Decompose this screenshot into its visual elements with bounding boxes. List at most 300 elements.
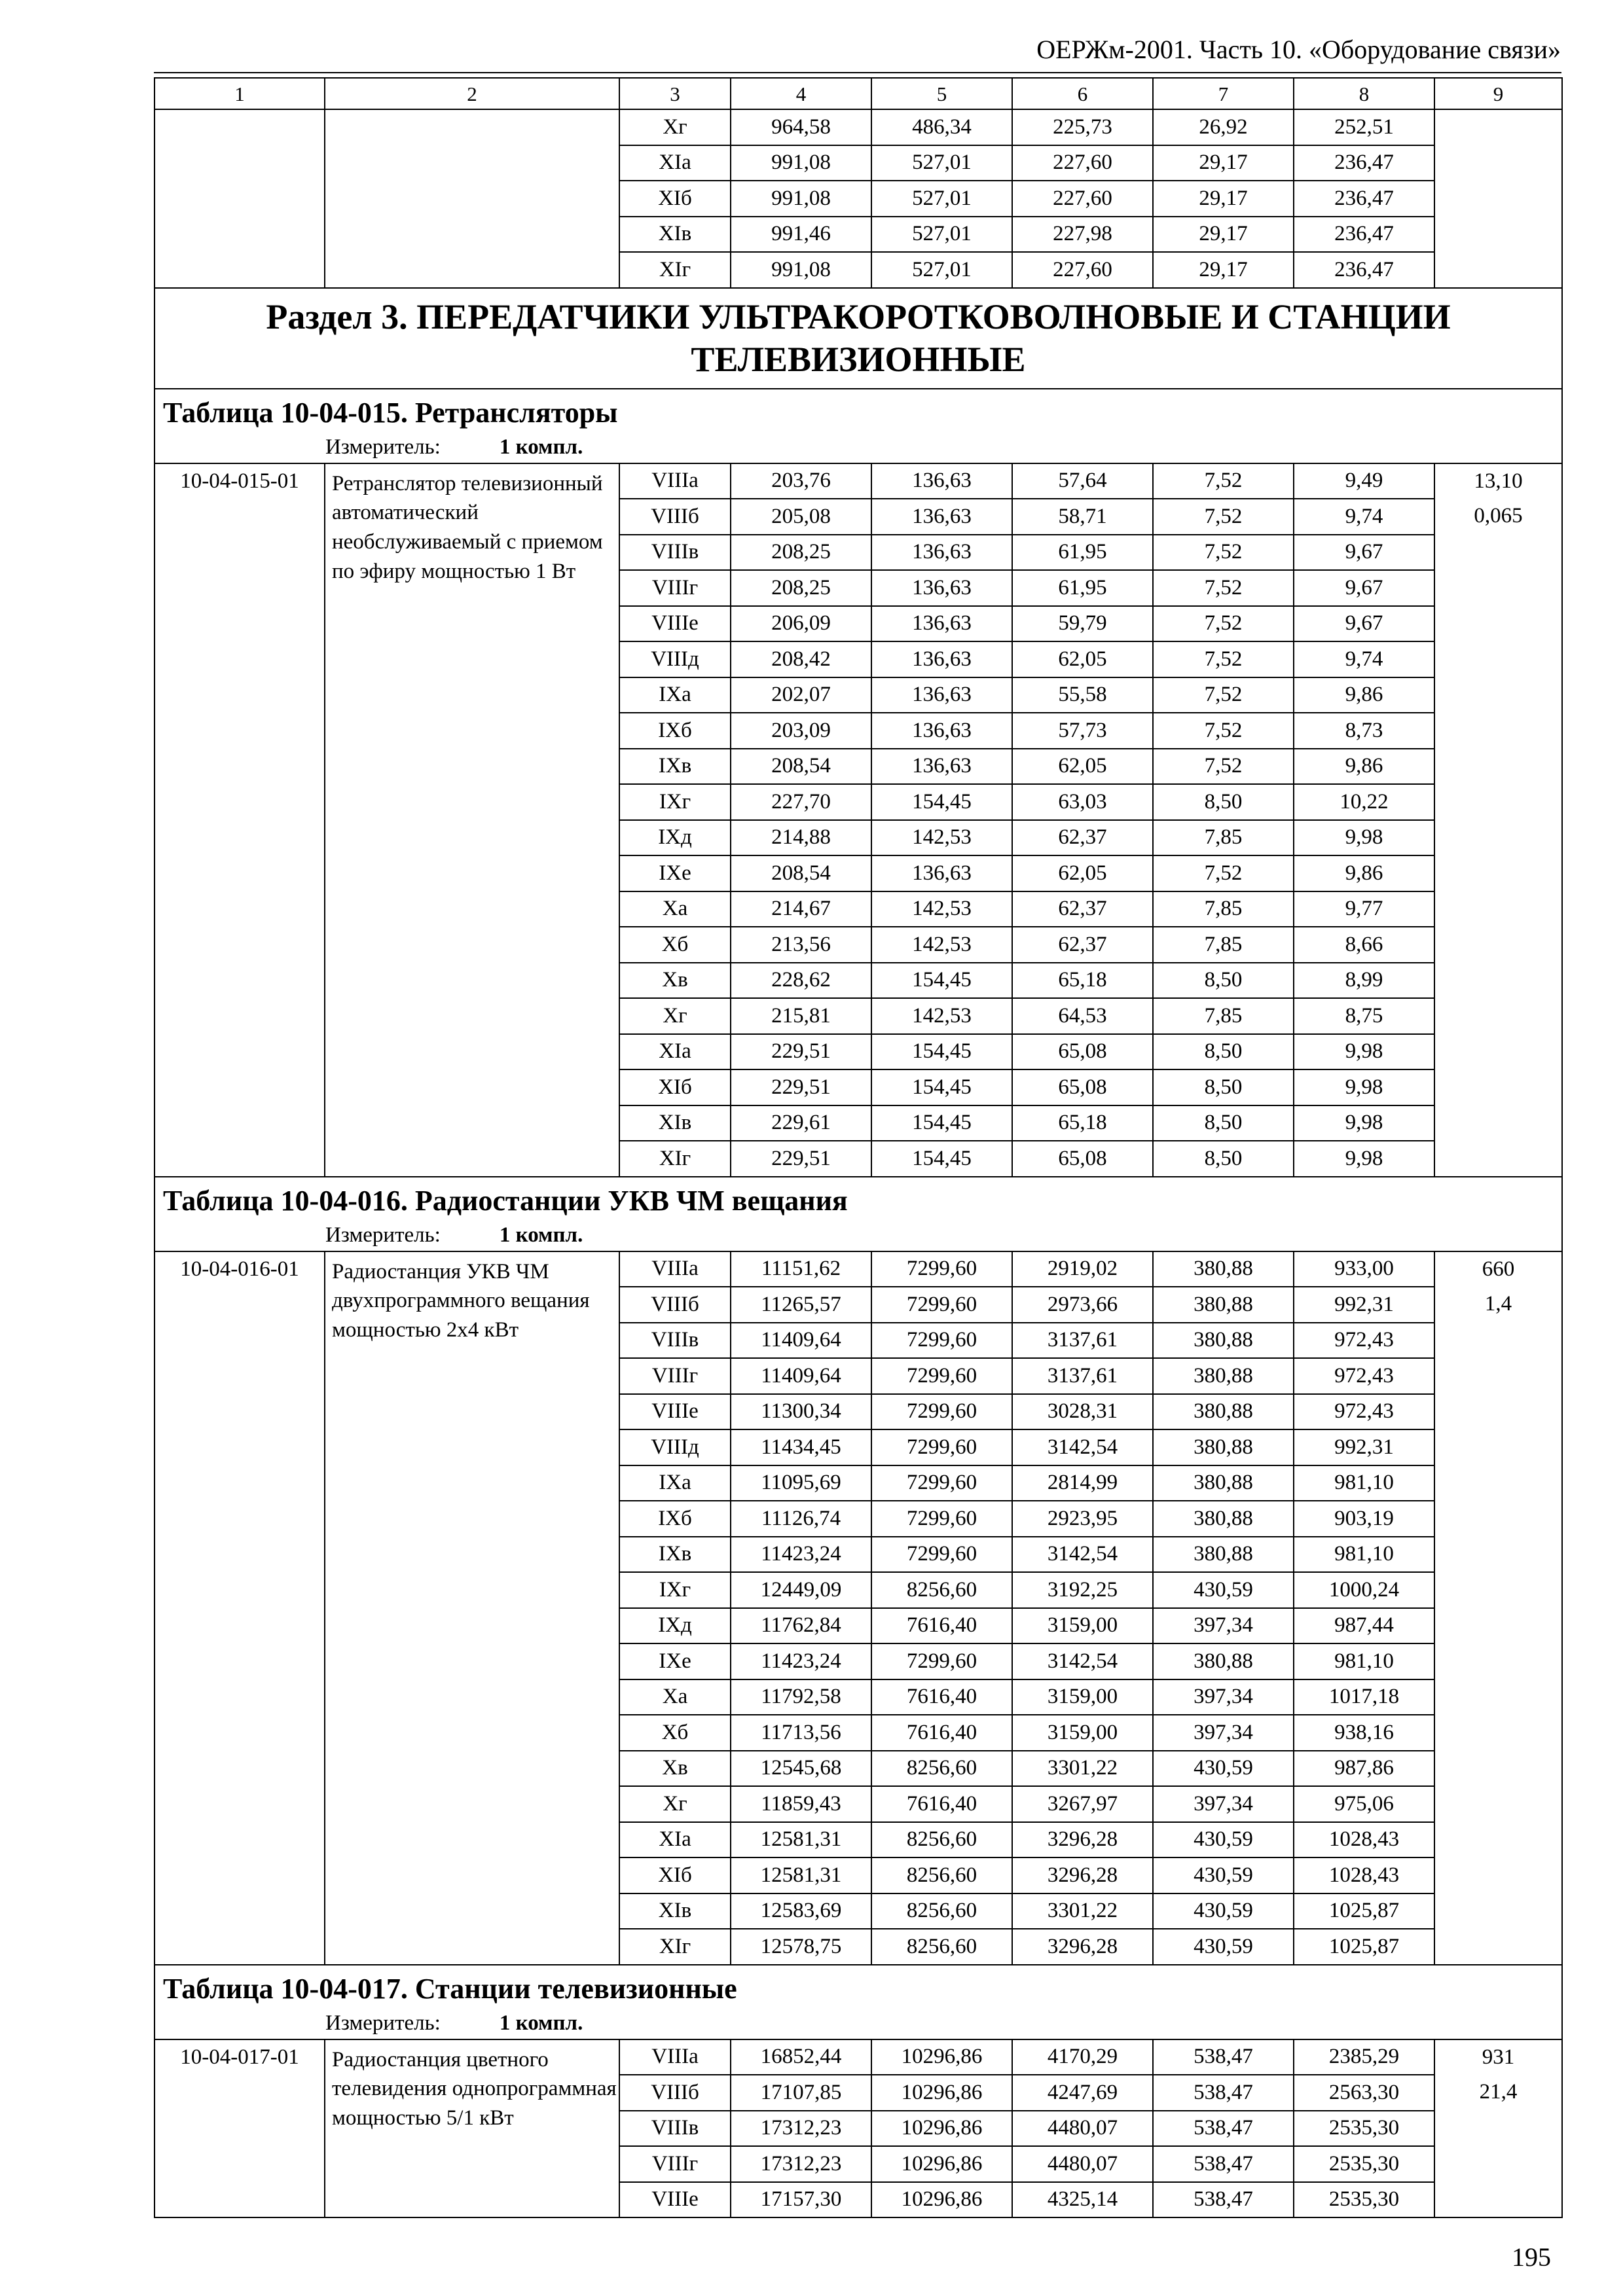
value-col8: 9,77 — [1294, 891, 1434, 927]
value-col8: 992,31 — [1294, 1429, 1434, 1465]
column-number: 4 — [731, 78, 871, 109]
column-number: 9 — [1434, 78, 1562, 109]
value-col6: 4480,07 — [1012, 2146, 1153, 2182]
region-cell: IXб — [619, 713, 731, 749]
value-col7: 8,50 — [1153, 1105, 1294, 1141]
value-col5: 136,63 — [871, 677, 1012, 713]
value-col7: 430,59 — [1153, 1822, 1294, 1858]
column-number: 1 — [155, 78, 325, 109]
value-col8: 972,43 — [1294, 1323, 1434, 1359]
value-col8: 9,98 — [1294, 1105, 1434, 1141]
value-col6: 4480,07 — [1012, 2111, 1153, 2147]
value-col8: 987,44 — [1294, 1608, 1434, 1644]
region-cell: XIв — [619, 1893, 731, 1929]
value-col8: 9,86 — [1294, 749, 1434, 785]
region-cell: Xа — [619, 891, 731, 927]
value-col8: 236,47 — [1294, 217, 1434, 253]
value-col5: 7299,60 — [871, 1394, 1012, 1430]
value-col8: 9,67 — [1294, 606, 1434, 642]
region-cell: VIIIа — [619, 2039, 731, 2075]
region-cell: VIIIб — [619, 2075, 731, 2111]
value-col8: 236,47 — [1294, 145, 1434, 181]
table-row — [155, 109, 1562, 145]
measure-cell — [155, 1221, 1562, 1251]
value-col4: 206,09 — [731, 606, 871, 642]
value-col8: 2535,30 — [1294, 2146, 1434, 2182]
region-cell: Xг — [619, 998, 731, 1034]
value-col4: 229,51 — [731, 1141, 871, 1177]
value-col6: 62,05 — [1012, 855, 1153, 891]
value-col4: 964,58 — [731, 109, 871, 145]
region-cell: VIIIв — [619, 1323, 731, 1359]
extra-value: 21,4 — [1479, 2079, 1518, 2104]
value-col4: 208,42 — [731, 641, 871, 677]
value-col8: 1000,24 — [1294, 1572, 1434, 1608]
column-number-row — [155, 78, 1562, 109]
value-col4: 17312,23 — [731, 2146, 871, 2182]
column-number: 8 — [1294, 78, 1434, 109]
value-col4: 208,25 — [731, 535, 871, 571]
value-col5: 136,63 — [871, 606, 1012, 642]
region-cell: IXб — [619, 1501, 731, 1537]
value-col5: 10296,86 — [871, 2039, 1012, 2075]
value-col8: 981,10 — [1294, 1465, 1434, 1501]
table-title: Таблица 10-04-015. Ретрансляторы — [155, 389, 1562, 433]
column-number: 2 — [325, 78, 619, 109]
value-col7: 380,88 — [1153, 1501, 1294, 1537]
value-col8: 1025,87 — [1294, 1893, 1434, 1929]
extra-value: 1,4 — [1484, 1291, 1512, 1316]
value-col4: 12581,31 — [731, 1857, 871, 1893]
value-col4: 991,46 — [731, 217, 871, 253]
value-col8: 938,16 — [1294, 1715, 1434, 1751]
value-col7: 430,59 — [1153, 1929, 1294, 1965]
value-col4: 202,07 — [731, 677, 871, 713]
value-col7: 26,92 — [1153, 109, 1294, 145]
value-col4: 11300,34 — [731, 1394, 871, 1430]
value-col8: 9,98 — [1294, 820, 1434, 856]
region-cell: XIв — [619, 1105, 731, 1141]
value-col5: 527,01 — [871, 181, 1012, 217]
value-col8: 1025,87 — [1294, 1929, 1434, 1965]
value-col4: 208,25 — [731, 570, 871, 606]
value-col5: 10296,86 — [871, 2146, 1012, 2182]
region-cell: IXе — [619, 1643, 731, 1679]
extra-value: 660 — [1482, 1257, 1515, 1281]
region-cell: XIа — [619, 145, 731, 181]
value-col6: 3142,54 — [1012, 1537, 1153, 1573]
value-col6: 65,08 — [1012, 1069, 1153, 1105]
region-cell: Xв — [619, 963, 731, 999]
value-col7: 538,47 — [1153, 2146, 1294, 2182]
value-col5: 136,63 — [871, 499, 1012, 535]
value-col8: 9,98 — [1294, 1141, 1434, 1177]
value-col6: 3159,00 — [1012, 1715, 1153, 1751]
value-col8: 8,66 — [1294, 927, 1434, 963]
value-col5: 8256,60 — [871, 1751, 1012, 1787]
measure-row — [155, 2009, 1562, 2039]
value-col5: 527,01 — [871, 252, 1012, 288]
value-col5: 10296,86 — [871, 2182, 1012, 2218]
region-cell: IXг — [619, 784, 731, 820]
value-col6: 62,37 — [1012, 927, 1153, 963]
value-col7: 380,88 — [1153, 1643, 1294, 1679]
region-cell: VIIIб — [619, 499, 731, 535]
value-col4: 12583,69 — [731, 1893, 871, 1929]
extra-value: 13,10 — [1474, 469, 1523, 493]
value-col6: 3267,97 — [1012, 1786, 1153, 1822]
value-col8: 933,00 — [1294, 1251, 1434, 1287]
value-col7: 397,34 — [1153, 1715, 1294, 1751]
value-col4: 11265,57 — [731, 1287, 871, 1323]
value-col5: 7299,60 — [871, 1358, 1012, 1394]
value-col5: 136,63 — [871, 855, 1012, 891]
region-cell: VIIIд — [619, 1429, 731, 1465]
value-col4: 11792,58 — [731, 1679, 871, 1715]
value-col6: 58,71 — [1012, 499, 1153, 535]
value-col4: 11434,45 — [731, 1429, 871, 1465]
region-cell: VIIIг — [619, 1358, 731, 1394]
extra-values-cell — [1434, 1251, 1562, 1965]
region-cell: VIIIе — [619, 1394, 731, 1430]
measure-row — [155, 433, 1562, 463]
value-col6: 3301,22 — [1012, 1751, 1153, 1787]
value-col8: 9,86 — [1294, 855, 1434, 891]
value-col7: 8,50 — [1153, 1141, 1294, 1177]
value-col8: 236,47 — [1294, 181, 1434, 217]
value-col5: 7299,60 — [871, 1643, 1012, 1679]
value-col8: 987,86 — [1294, 1751, 1434, 1787]
value-col7: 538,47 — [1153, 2039, 1294, 2075]
region-cell: Xа — [619, 1679, 731, 1715]
item-name: Ретранслятор телевизионный автоматический необслуживаемый с приемом по эфиру мощностью 1 Вт — [325, 463, 619, 1177]
value-col8: 1028,43 — [1294, 1822, 1434, 1858]
value-col6: 3296,28 — [1012, 1857, 1153, 1893]
value-col5: 8256,60 — [871, 1857, 1012, 1893]
value-col4: 17312,23 — [731, 2111, 871, 2147]
value-col7: 538,47 — [1153, 2182, 1294, 2218]
value-col6: 4170,29 — [1012, 2039, 1153, 2075]
value-col8: 10,22 — [1294, 784, 1434, 820]
value-col5: 142,53 — [871, 820, 1012, 856]
value-col8: 8,99 — [1294, 963, 1434, 999]
value-col7: 7,52 — [1153, 606, 1294, 642]
value-col4: 203,09 — [731, 713, 871, 749]
value-col7: 380,88 — [1153, 1429, 1294, 1465]
column-number: 3 — [619, 78, 731, 109]
section-row — [155, 288, 1562, 389]
value-col4: 12449,09 — [731, 1572, 871, 1608]
value-col4: 16852,44 — [731, 2039, 871, 2075]
value-col4: 11859,43 — [731, 1786, 871, 1822]
value-col7: 380,88 — [1153, 1537, 1294, 1573]
value-col8: 9,98 — [1294, 1034, 1434, 1070]
value-col5: 7299,60 — [871, 1323, 1012, 1359]
region-cell: XIб — [619, 1857, 731, 1893]
region-cell: XIг — [619, 1929, 731, 1965]
value-col6: 62,05 — [1012, 641, 1153, 677]
value-col7: 430,59 — [1153, 1893, 1294, 1929]
value-col8: 9,86 — [1294, 677, 1434, 713]
value-col6: 3192,25 — [1012, 1572, 1153, 1608]
value-col8: 9,67 — [1294, 570, 1434, 606]
region-cell: IXг — [619, 1572, 731, 1608]
value-col7: 29,17 — [1153, 145, 1294, 181]
value-col5: 142,53 — [871, 927, 1012, 963]
value-col7: 8,50 — [1153, 1069, 1294, 1105]
value-col8: 992,31 — [1294, 1287, 1434, 1323]
page-number: 195 — [1512, 2242, 1551, 2272]
value-col5: 142,53 — [871, 998, 1012, 1034]
value-col7: 380,88 — [1153, 1251, 1294, 1287]
value-col5: 7616,40 — [871, 1679, 1012, 1715]
region-cell: Xг — [619, 1786, 731, 1822]
value-col7: 7,52 — [1153, 855, 1294, 891]
value-col5: 7299,60 — [871, 1537, 1012, 1573]
value-col8: 2563,30 — [1294, 2075, 1434, 2111]
value-col5: 136,63 — [871, 535, 1012, 571]
value-col6: 62,37 — [1012, 891, 1153, 927]
value-col5: 136,63 — [871, 641, 1012, 677]
item-code: 10-04-017-01 — [155, 2039, 325, 2218]
value-col5: 7299,60 — [871, 1501, 1012, 1537]
value-col6: 3296,28 — [1012, 1929, 1153, 1965]
value-col7: 380,88 — [1153, 1465, 1294, 1501]
item-name: Радиостанция УКВ ЧМ двухпрограммного вещания мощностью 2х4 кВт — [325, 1251, 619, 1965]
value-col5: 7616,40 — [871, 1608, 1012, 1644]
table-title-row — [155, 389, 1562, 433]
value-col6: 59,79 — [1012, 606, 1153, 642]
value-col6: 225,73 — [1012, 109, 1153, 145]
blank-code-cell — [155, 109, 325, 288]
region-cell: IXд — [619, 1608, 731, 1644]
value-col8: 2385,29 — [1294, 2039, 1434, 2075]
value-col5: 154,45 — [871, 1069, 1012, 1105]
value-col7: 397,34 — [1153, 1679, 1294, 1715]
value-col6: 227,98 — [1012, 217, 1153, 253]
value-col7: 538,47 — [1153, 2075, 1294, 2111]
value-col4: 11423,24 — [731, 1537, 871, 1573]
table-title-row — [155, 1177, 1562, 1221]
value-col5: 8256,60 — [871, 1572, 1012, 1608]
value-col8: 2535,30 — [1294, 2111, 1434, 2147]
value-col6: 2923,95 — [1012, 1501, 1153, 1537]
header-rule — [154, 72, 1561, 73]
value-col4: 229,51 — [731, 1034, 871, 1070]
region-cell: XIг — [619, 252, 731, 288]
value-col4: 11423,24 — [731, 1643, 871, 1679]
value-col7: 430,59 — [1153, 1751, 1294, 1787]
value-col5: 8256,60 — [871, 1893, 1012, 1929]
extra-values-cell — [1434, 2039, 1562, 2218]
value-col6: 62,05 — [1012, 749, 1153, 785]
extra-value: 0,065 — [1474, 503, 1523, 528]
value-col5: 142,53 — [871, 891, 1012, 927]
item-code: 10-04-016-01 — [155, 1251, 325, 1965]
value-col5: 154,45 — [871, 1141, 1012, 1177]
region-cell: Xв — [619, 1751, 731, 1787]
value-col5: 7299,60 — [871, 1429, 1012, 1465]
value-col7: 29,17 — [1153, 252, 1294, 288]
value-col6: 3159,00 — [1012, 1679, 1153, 1715]
value-col6: 227,60 — [1012, 252, 1153, 288]
value-col7: 7,85 — [1153, 891, 1294, 927]
value-col6: 4247,69 — [1012, 2075, 1153, 2111]
value-col6: 3137,61 — [1012, 1323, 1153, 1359]
value-col6: 61,95 — [1012, 570, 1153, 606]
value-col6: 2973,66 — [1012, 1287, 1153, 1323]
region-cell: VIIIа — [619, 463, 731, 499]
value-col4: 11409,64 — [731, 1358, 871, 1394]
value-col8: 981,10 — [1294, 1643, 1434, 1679]
value-col6: 64,53 — [1012, 998, 1153, 1034]
value-col7: 538,47 — [1153, 2111, 1294, 2147]
value-col4: 228,62 — [731, 963, 871, 999]
value-col6: 65,08 — [1012, 1034, 1153, 1070]
value-col4: 991,08 — [731, 181, 871, 217]
value-col7: 7,52 — [1153, 499, 1294, 535]
value-col6: 4325,14 — [1012, 2182, 1153, 2218]
value-col7: 8,50 — [1153, 1034, 1294, 1070]
value-col5: 8256,60 — [871, 1822, 1012, 1858]
value-col8: 1017,18 — [1294, 1679, 1434, 1715]
region-cell: XIб — [619, 181, 731, 217]
value-col5: 136,63 — [871, 570, 1012, 606]
value-col7: 397,34 — [1153, 1608, 1294, 1644]
value-col5: 8256,60 — [871, 1929, 1012, 1965]
region-cell: IXд — [619, 820, 731, 856]
column-number: 6 — [1012, 78, 1153, 109]
blank-extra-cell — [1434, 109, 1562, 288]
measure-label: Измеритель: — [325, 435, 441, 459]
table-title-row — [155, 1965, 1562, 2009]
value-col6: 65,08 — [1012, 1141, 1153, 1177]
value-col4: 203,76 — [731, 463, 871, 499]
measure-cell — [155, 2009, 1562, 2039]
value-col6: 55,58 — [1012, 677, 1153, 713]
value-col7: 7,85 — [1153, 927, 1294, 963]
value-col4: 11762,84 — [731, 1608, 871, 1644]
region-cell: XIа — [619, 1034, 731, 1070]
value-col4: 17157,30 — [731, 2182, 871, 2218]
value-col8: 9,98 — [1294, 1069, 1434, 1105]
value-col6: 3137,61 — [1012, 1358, 1153, 1394]
region-cell: Xб — [619, 927, 731, 963]
region-cell: IXе — [619, 855, 731, 891]
value-col6: 2919,02 — [1012, 1251, 1153, 1287]
value-col7: 29,17 — [1153, 217, 1294, 253]
table-row — [155, 2039, 1562, 2075]
value-col6: 3159,00 — [1012, 1608, 1153, 1644]
region-cell: VIIIа — [619, 1251, 731, 1287]
value-col5: 136,63 — [871, 713, 1012, 749]
value-col6: 227,60 — [1012, 181, 1153, 217]
region-cell: VIIIе — [619, 606, 731, 642]
value-col7: 397,34 — [1153, 1786, 1294, 1822]
measure-row — [155, 1221, 1562, 1251]
value-col4: 17107,85 — [731, 2075, 871, 2111]
column-number: 5 — [871, 78, 1012, 109]
value-col4: 214,88 — [731, 820, 871, 856]
value-col4: 213,56 — [731, 927, 871, 963]
region-cell: XIв — [619, 217, 731, 253]
region-cell: VIIIг — [619, 2146, 731, 2182]
extra-value: 931 — [1482, 2045, 1515, 2069]
measure-label: Измеритель: — [325, 2011, 441, 2035]
extra-values-cell — [1434, 463, 1562, 1177]
value-col6: 61,95 — [1012, 535, 1153, 571]
region-cell: Xг — [619, 109, 731, 145]
value-col4: 11095,69 — [731, 1465, 871, 1501]
blank-name-cell — [325, 109, 619, 288]
value-col8: 972,43 — [1294, 1358, 1434, 1394]
value-col7: 8,50 — [1153, 963, 1294, 999]
measure-label: Измеритель: — [325, 1223, 441, 1247]
value-col8: 981,10 — [1294, 1537, 1434, 1573]
region-cell: IXа — [619, 1465, 731, 1501]
value-col8: 236,47 — [1294, 252, 1434, 288]
value-col8: 972,43 — [1294, 1394, 1434, 1430]
value-col5: 486,34 — [871, 109, 1012, 145]
value-col5: 154,45 — [871, 1105, 1012, 1141]
value-col5: 527,01 — [871, 217, 1012, 253]
value-col5: 154,45 — [871, 963, 1012, 999]
value-col8: 9,74 — [1294, 499, 1434, 535]
value-col6: 2814,99 — [1012, 1465, 1153, 1501]
value-col6: 57,64 — [1012, 463, 1153, 499]
value-col6: 65,18 — [1012, 1105, 1153, 1141]
measure-value: 1 компл. — [499, 435, 583, 459]
page-header: ОЕРЖм-2001. Часть 10. «Оборудование связи» — [1036, 35, 1561, 64]
value-col4: 11713,56 — [731, 1715, 871, 1751]
region-cell: XIа — [619, 1822, 731, 1858]
value-col4: 229,51 — [731, 1069, 871, 1105]
value-col6: 3028,31 — [1012, 1394, 1153, 1430]
value-col7: 380,88 — [1153, 1287, 1294, 1323]
value-col8: 9,74 — [1294, 641, 1434, 677]
value-col7: 380,88 — [1153, 1358, 1294, 1394]
item-code: 10-04-015-01 — [155, 463, 325, 1177]
value-col7: 29,17 — [1153, 181, 1294, 217]
item-name: Радиостанция цветного телевидения однопрограммная мощностью 5/1 кВт — [325, 2039, 619, 2218]
value-col8: 9,49 — [1294, 463, 1434, 499]
value-col6: 3142,54 — [1012, 1429, 1153, 1465]
region-cell: IXв — [619, 1537, 731, 1573]
region-cell: VIIIе — [619, 2182, 731, 2218]
value-col5: 7299,60 — [871, 1251, 1012, 1287]
value-col7: 380,88 — [1153, 1323, 1294, 1359]
value-col7: 7,52 — [1153, 749, 1294, 785]
value-col5: 527,01 — [871, 145, 1012, 181]
region-cell: VIIIв — [619, 2111, 731, 2147]
value-col5: 7616,40 — [871, 1786, 1012, 1822]
value-col4: 208,54 — [731, 749, 871, 785]
value-col4: 991,08 — [731, 252, 871, 288]
column-number: 7 — [1153, 78, 1294, 109]
value-col6: 3142,54 — [1012, 1643, 1153, 1679]
value-col5: 7616,40 — [871, 1715, 1012, 1751]
region-cell: IXа — [619, 677, 731, 713]
value-col7: 7,52 — [1153, 713, 1294, 749]
value-col4: 205,08 — [731, 499, 871, 535]
value-col5: 136,63 — [871, 463, 1012, 499]
value-col8: 8,75 — [1294, 998, 1434, 1034]
value-col8: 1028,43 — [1294, 1857, 1434, 1893]
measure-value: 1 компл. — [499, 2011, 583, 2035]
value-col8: 903,19 — [1294, 1501, 1434, 1537]
value-col4: 11409,64 — [731, 1323, 871, 1359]
measure-cell — [155, 433, 1562, 463]
